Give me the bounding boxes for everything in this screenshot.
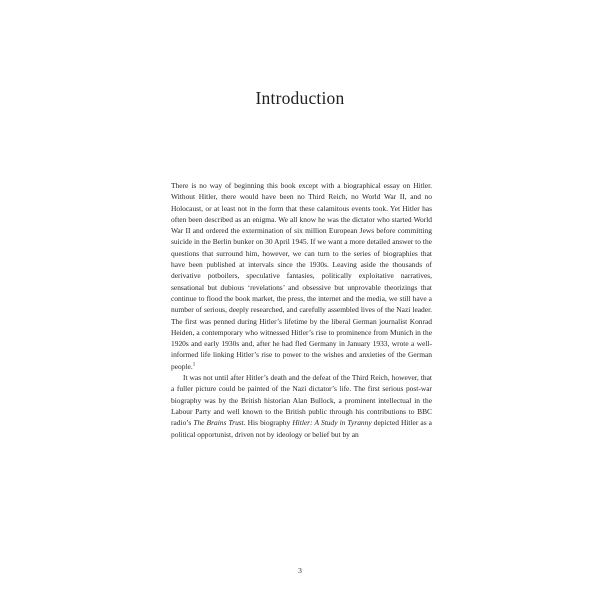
paragraph-2-text-middle: . His biography — [243, 418, 293, 428]
chapter-title: Introduction — [255, 88, 345, 108]
footnote-reference[interactable]: 1 — [192, 362, 196, 368]
book-title: Hitler: A Study in Tyranny — [292, 418, 372, 428]
paragraph-2-text-start: It was not until after Hitler’s death and the defeat of the Third Reich, however, that a fuller picture could be painted of the Nazi dictator’s life. The first serious post-war biography was by the British historian Alan Bullock, a prominent intellectual in the Labour Party and well known to the British public through his contributions to BBC radio’s — [171, 373, 432, 428]
page-number: 3 — [298, 566, 302, 575]
body-text — [171, 180, 432, 440]
radio-programme-title: The Brains Trust — [193, 418, 244, 428]
paragraph-2-text-end: depicted Hitler as a political opportunist, driven not by ideology or belief but by an — [171, 418, 432, 439]
paragraph-1-text: There is no way of beginning this book except with a biographical essay on Hitler. Without Hitler, there would have been no Third Reich, no World War II, and no Holocaust, or at least not in the form that these calamitous events took. Yet Hitler has often been described as an enigma. We all know he was the dictator who started World War II and ordered the extermination of six million European Jews before committing suicide in the Berlin bunker on 30 April 1945. If we want a more detailed answer to the questions that surround him, however, we can turn to the series of biographies that have been published at intervals since the 1930s. Leaving aside the thousands of derivative potboilers, speculative fantasies, politically exploitative narratives, sensational but dubious ‘revelations’ and obsessive but unprovable theorizings that continue to flood the book market, the press, the internet and the media, we still have a number of serious, deeply researched, and carefully assembled lives of the Nazi leader. The first was penned during Hitler’s lifetime by the liberal German journalist Konrad Heiden, a contemporary who witnessed Hitler’s rise to prominence from Munich in the 1920s and early 1930s and, after he had fled Germany in January 1933, wrote a well-informed life linking Hitler’s rise to power to the wishes and anxieties of the German people. — [171, 181, 432, 371]
paragraph-1 — [171, 180, 432, 372]
paragraph-2 — [171, 372, 432, 440]
